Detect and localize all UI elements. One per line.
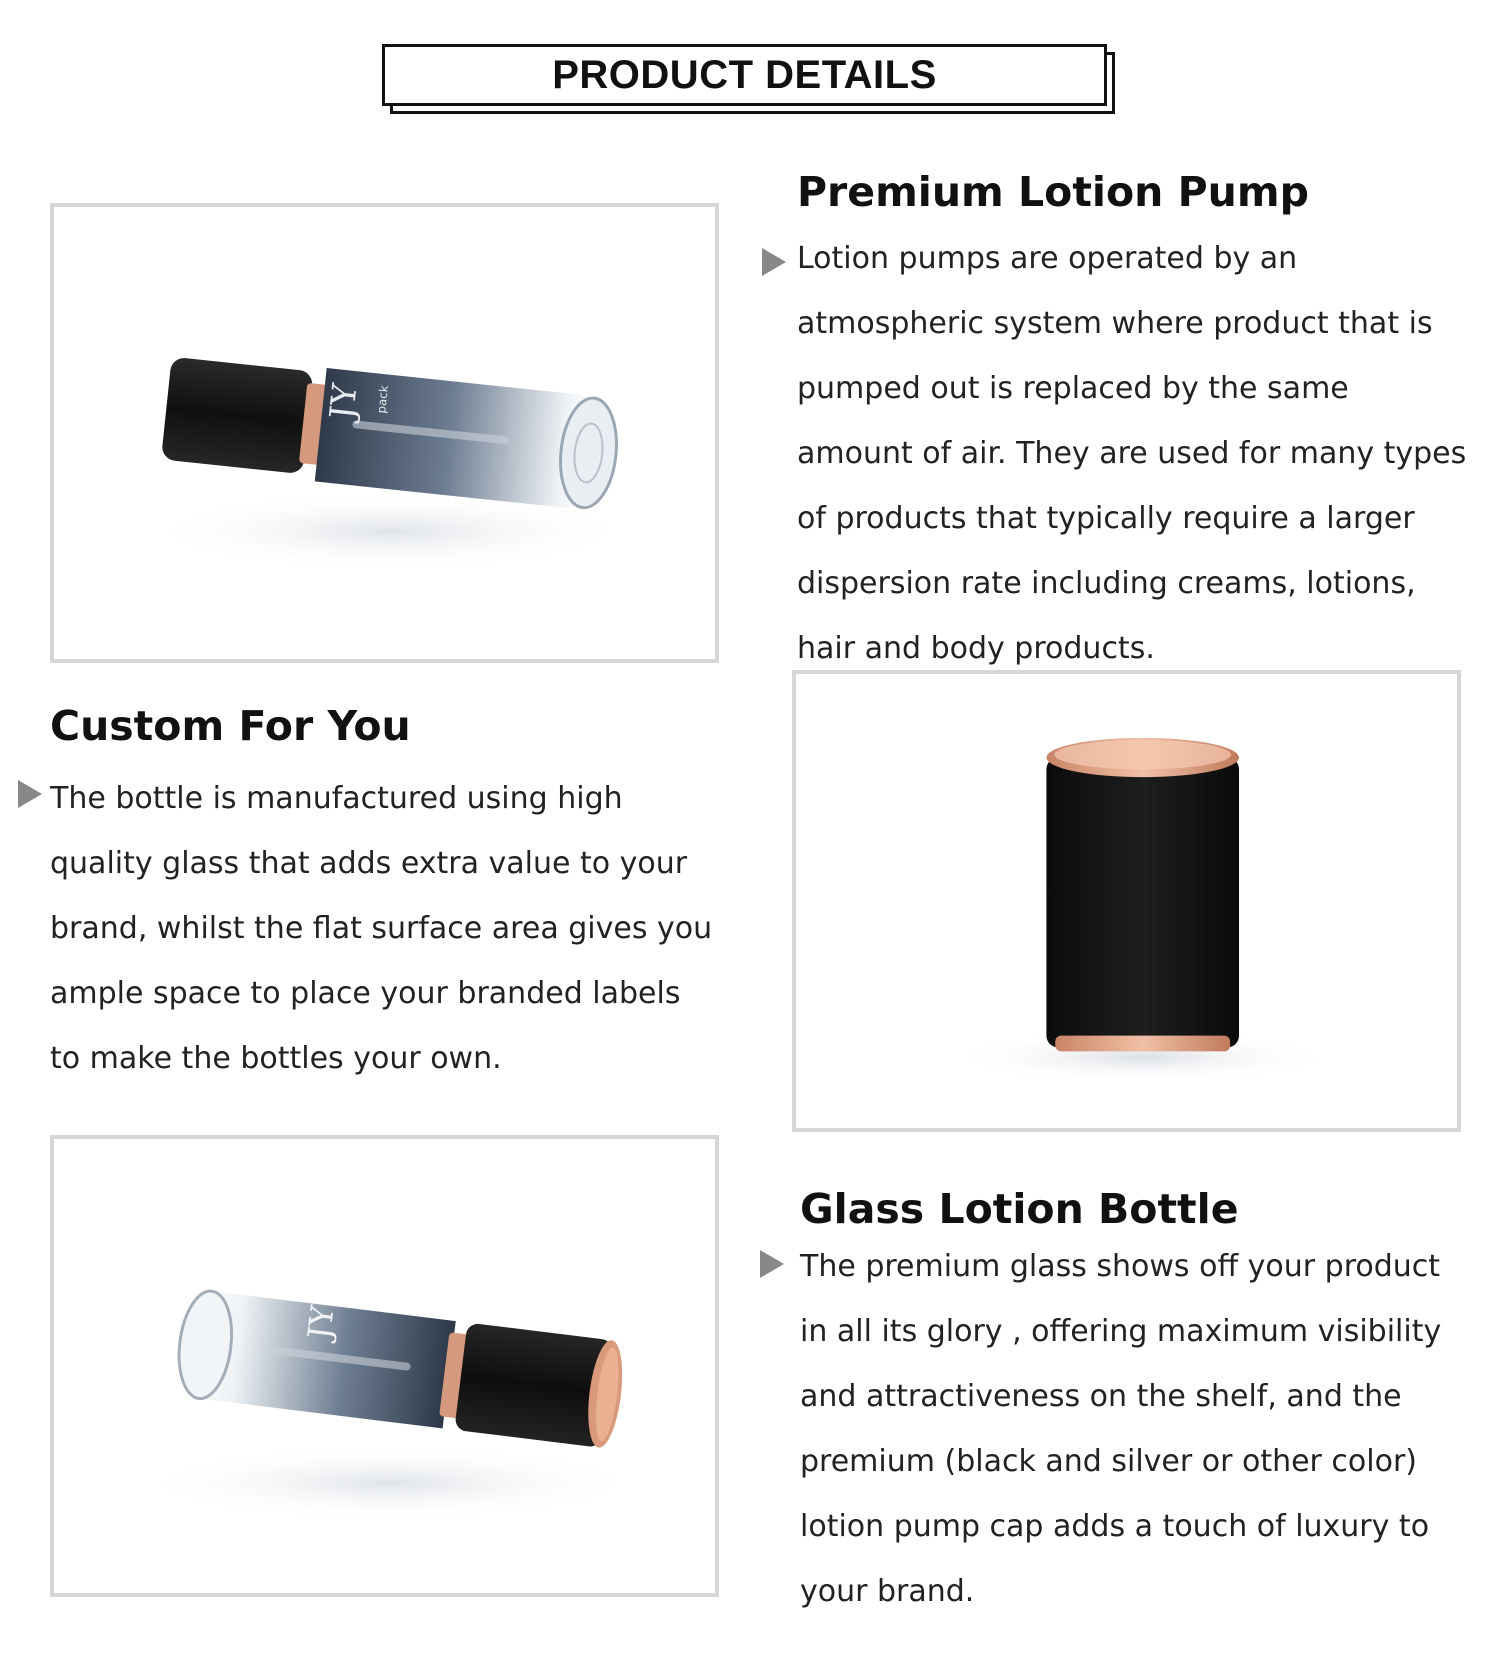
bullet-icon — [760, 1250, 784, 1278]
cap-illustration — [796, 674, 1457, 1128]
bottle-illustration-2 — [54, 1139, 715, 1593]
section-body-custom-for-you: The bottle is manufactured using high quality glass that adds extra value to your brand, whilst the flat surface area gives you ample space to place your branded labels to make the bottles your own. — [50, 781, 713, 1076]
section-title-custom-for-you: Custom For You — [50, 702, 411, 750]
bottle-illustration-1 — [54, 207, 715, 659]
product-image-bottle-cap-right — [50, 1135, 719, 1597]
bullet-icon — [762, 248, 786, 276]
bottle-logo-sub: pack — [374, 384, 392, 415]
section-title-premium-lotion-pump: Premium Lotion Pump — [797, 168, 1309, 216]
bottle-logo-text-2: JY — [301, 1303, 342, 1342]
bottle-logo-text: JY — [321, 381, 365, 422]
product-image-cap — [792, 670, 1461, 1132]
bullet-icon — [18, 780, 42, 808]
section-body-glass-lotion-bottle: The premium glass shows off your product in all its glory , offering maximum visibility and attractiveness on the shelf, and the premium (black and silver or other color) lotion pump cap adds a touch of luxury to your brand. — [800, 1249, 1442, 1609]
section-title-glass-lotion-bottle: Glass Lotion Bottle — [800, 1185, 1239, 1233]
header-banner — [382, 44, 1107, 106]
page-title: PRODUCT DETAILS — [552, 52, 937, 97]
product-image-bottle-cap-left — [50, 203, 719, 663]
section-body-premium-lotion-pump: Lotion pumps are operated by an atmospheric system where product that is pumped out is replaced by the same amount of air. They are used for many types of products that typically require a larger dispersion rate including creams, lotions, hair and body products. — [797, 241, 1467, 666]
